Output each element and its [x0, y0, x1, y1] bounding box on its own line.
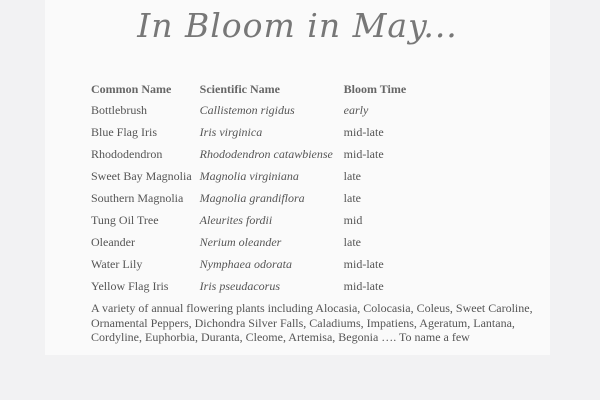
scientific-name-cell: Iris pseudacorus	[199, 278, 280, 293]
common-name-cell: Rhododendron	[91, 146, 163, 161]
bloom-table	[87, 79, 428, 297]
table-header-row	[87, 79, 428, 99]
table-row	[87, 121, 428, 143]
scientific-name-cell: Aleurites fordii	[199, 212, 273, 227]
scientific-name-cell: Iris virginica	[199, 124, 263, 139]
scientific-name-cell: Callistemon rigidus	[199, 102, 295, 117]
common-name-cell: Blue Flag Iris	[91, 124, 157, 139]
bloom-time-cell: late	[343, 234, 361, 249]
bloom-time-cell: early	[343, 102, 369, 117]
table-row	[87, 253, 428, 275]
common-name-cell: Oleander	[91, 234, 135, 249]
scientific-name-cell: Magnolia grandiflora	[199, 190, 305, 205]
common-name-cell: Bottlebrush	[91, 102, 147, 117]
bloom-time-cell: mid-late	[343, 278, 384, 293]
common-name-cell: Yellow Flag Iris	[91, 278, 169, 293]
table-row	[87, 275, 428, 297]
bloom-time-cell: late	[343, 168, 361, 183]
table-row	[87, 143, 428, 165]
common-name-cell: Tung Oil Tree	[91, 212, 159, 227]
table-row	[87, 165, 428, 187]
bloom-time-cell: mid	[343, 212, 363, 227]
common-name-cell: Water Lily	[91, 256, 143, 271]
bloom-time-cell: mid-late	[343, 146, 384, 161]
common-name-cell: Sweet Bay Magnolia	[91, 168, 192, 183]
bloom-time-cell: mid-late	[343, 124, 384, 139]
table-row	[87, 209, 428, 231]
page-title: In Bloom in May...	[137, 6, 458, 45]
annuals-note: A variety of annual flowering plants including Alocasia, Colocasia, Coleus, Sweet Caroline, Ornamental Peppers, Dichondra Silver Falls, Caladiums, Impatiens, Ageratum, Lantana, Cordyline, Euphorbia, Duranta, Cleome, Artemisa, Begonia …. To name a few	[91, 301, 533, 344]
scientific-name-cell: Magnolia virginiana	[199, 168, 299, 183]
bloom-time-cell: late	[343, 190, 361, 205]
table-row	[87, 187, 428, 209]
common-name-cell: Southern Magnolia	[91, 190, 184, 205]
header-bloom-time: Bloom Time	[343, 81, 407, 96]
header-common-name: Common Name	[91, 81, 172, 96]
header-scientific-name: Scientific Name	[199, 81, 280, 96]
bloom-time-cell: mid-late	[343, 256, 384, 271]
table-row	[87, 231, 428, 253]
table-row	[87, 99, 428, 121]
scientific-name-cell: Nymphaea odorata	[199, 256, 292, 271]
scientific-name-cell: Nerium oleander	[199, 234, 282, 249]
scientific-name-cell: Rhododendron catawbiense	[199, 146, 333, 161]
